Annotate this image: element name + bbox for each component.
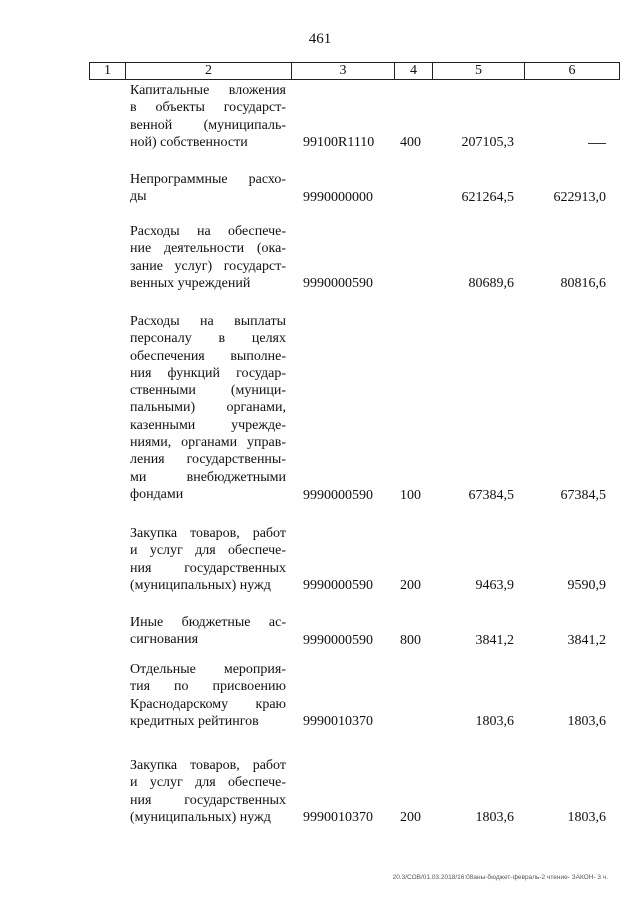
row-name-line: тия по присвоению (130, 679, 286, 695)
row-expense-type: 400 (400, 135, 421, 151)
row-name-line: (муниципальных) нужд (130, 809, 271, 825)
row-name-line: сигнования (130, 632, 199, 648)
row-name-line: Краснодарскому краю (130, 696, 286, 712)
row-code: 9990000590 (303, 276, 373, 292)
row-sum-1: 207105,3 (461, 135, 514, 151)
row-sum-1: 80689,6 (468, 276, 514, 292)
row-name (130, 171, 286, 206)
header-col-3: 3 (292, 63, 395, 79)
row-code: 9990010370 (303, 810, 373, 826)
row-name-line: ния функций государ- (130, 365, 286, 381)
row-name-line: венных учреждений (130, 275, 251, 291)
row-expense-type: 200 (400, 810, 421, 826)
row-name-line: ственными (муници- (130, 383, 286, 399)
row-name-line: Закупка товаров, работ (130, 526, 286, 541)
header-col-6: 6 (568, 63, 576, 78)
row-name-line: Отдельные мероприя- (130, 662, 286, 677)
row-name-line: Расходы на обеспече- (130, 224, 286, 239)
row-name-line: кредитных рейтингов (130, 713, 259, 729)
footer-note: 20.3/СОВ/01.03.2018/16:08аны-бюджет-февраль-2 чтение- ЗАКОН- 3 ч. (392, 874, 608, 881)
row-code: 9990000000 (303, 189, 373, 205)
row-name-line: ниями, органами управ- (130, 435, 286, 451)
header-col-5: 5 (433, 63, 525, 79)
row-name (130, 661, 286, 730)
row-sum-2: 67384,5 (560, 487, 606, 503)
row-name-line: Непрограммные расхо- (130, 172, 286, 187)
row-code: 99100R1110 (303, 135, 375, 151)
row-name-line: ния государственных (130, 792, 286, 808)
row-code: 9990000590 (303, 487, 373, 503)
row-name-line: (муниципальных) нужд (130, 577, 271, 593)
row-sum-1: 1803,6 (475, 810, 514, 826)
row-name-line: ние деятельности (ока- (130, 241, 286, 257)
row-name-line: пальными) органами, (130, 400, 286, 416)
row-name-line: и услуг для обеспече- (130, 543, 286, 559)
table-header-row (89, 62, 620, 80)
row-sum-2: 1803,6 (567, 810, 606, 826)
row-name (130, 313, 286, 503)
row-name-line: фондами (130, 486, 184, 502)
row-name-line: и услуг для обеспече- (130, 775, 286, 791)
row-name (130, 614, 286, 649)
row-sum-1: 67384,5 (468, 487, 514, 503)
row-expense-type: 800 (400, 632, 421, 648)
row-sum-2: 80816,6 (560, 276, 606, 292)
row-sum-2-dash (588, 143, 606, 144)
row-code: 9990000590 (303, 578, 373, 594)
row-name-line: ной) собственности (130, 134, 248, 150)
header-col-4: 4 (395, 63, 433, 79)
row-name-line: Закупка товаров, работ (130, 758, 286, 773)
row-name-line: Иные бюджетные ас- (130, 615, 286, 630)
header-col-2: 2 (126, 63, 292, 79)
row-name (130, 525, 286, 594)
row-expense-type: 100 (400, 487, 421, 503)
row-sum-2: 9590,9 (567, 578, 606, 594)
row-name-line: Капитальные вложения (130, 83, 286, 98)
row-sum-1: 1803,6 (475, 714, 514, 730)
row-name-line: ния государственных (130, 560, 286, 576)
row-name-line: венной (муниципаль- (130, 117, 286, 133)
row-sum-1: 3841,2 (475, 632, 514, 648)
row-sum-1: 9463,9 (475, 578, 514, 594)
row-name (130, 757, 286, 826)
row-sum-1: 621264,5 (461, 189, 514, 205)
row-name-line: зание услуг) государст- (130, 258, 286, 274)
row-name-line: обеспечения выполне- (130, 348, 286, 364)
page-number: 461 (308, 31, 332, 47)
row-name-line: персоналу в целях (130, 331, 286, 347)
row-code: 9990000590 (303, 632, 373, 648)
row-name (130, 82, 286, 151)
row-code: 9990010370 (303, 714, 373, 730)
row-name (130, 223, 286, 292)
row-name-line: казенными учрежде- (130, 417, 286, 433)
row-name-line: Расходы на выплаты (130, 314, 286, 329)
row-name-line: ды (130, 189, 147, 205)
row-name-line: ми внебюджетными (130, 469, 286, 485)
header-col-1: 1 (90, 63, 126, 79)
row-sum-2: 622913,0 (553, 189, 606, 205)
row-name-line: в объекты государст- (130, 100, 286, 116)
row-sum-2: 1803,6 (567, 714, 606, 730)
row-expense-type: 200 (400, 578, 421, 594)
row-sum-2: 3841,2 (567, 632, 606, 648)
row-name-line: ления государственны- (130, 452, 286, 468)
